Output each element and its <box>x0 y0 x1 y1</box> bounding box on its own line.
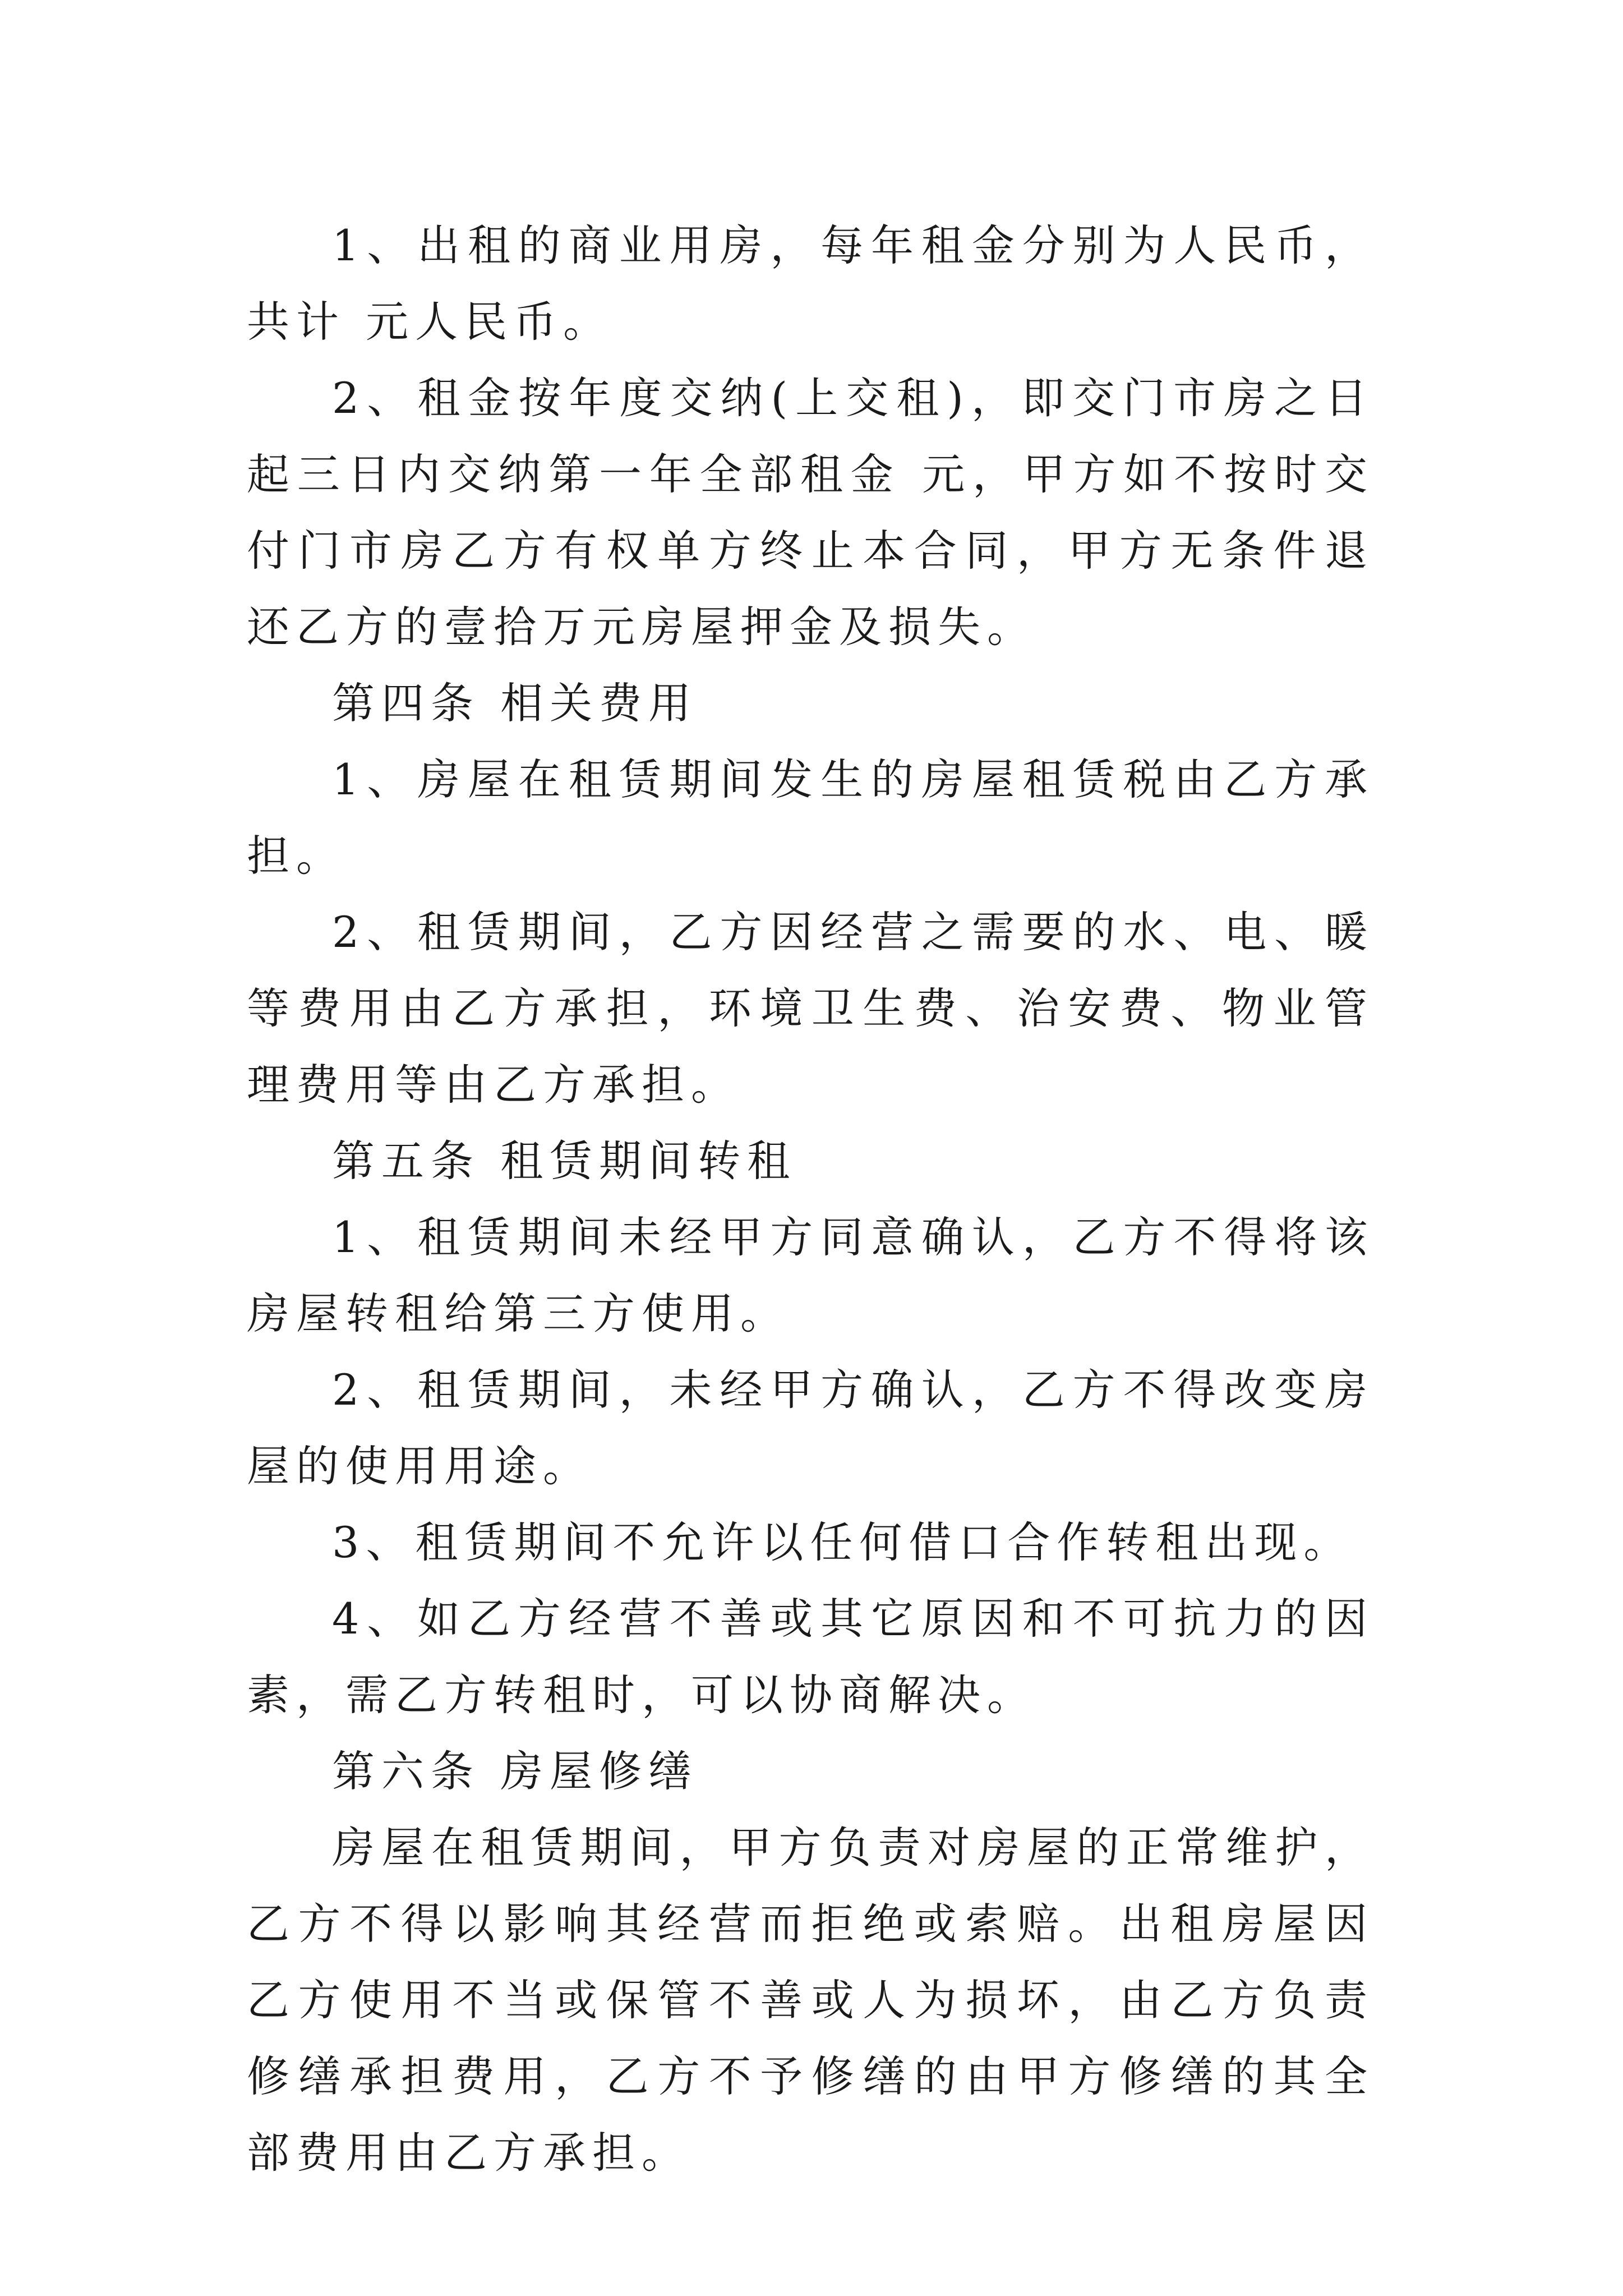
section-heading-article-5: 第五条 租赁期间转租 <box>332 1136 797 1186</box>
paragraph-repairs: 房屋在租赁期间，甲方负责对房屋的正常维护，乙方不得以影响其经营而拒绝或索赔。出租房屋因乙方使用不当或保管不善或人为损坏，由乙方负责修缮承担费用，乙方不予修缮的由甲方修缮的其全部费用由乙方承担。 <box>247 1823 1374 2178</box>
document-body <box>247 208 1374 2191</box>
paragraph-no-pretext-sublet: 3、租赁期间不允许以任何借口合作转租出现。 <box>332 1517 1353 1567</box>
paragraph-utility-fees: 2、租赁期间，乙方因经营之需要的水、电、暖等费用由乙方承担，环境卫生费、治安费、物业管理费用等由乙方承担。 <box>247 907 1374 1110</box>
paragraph-rent-payment: 2、租金按年度交纳(上交租)，即交门市房之日起三日内交纳第一年全部租金 元，甲方如不按时交付门市房乙方有权单方终止本合同，甲方无条件退还乙方的壹拾万元房屋押金及损失。 <box>247 373 1374 652</box>
paragraph-lease-tax: 1、房屋在租赁期间发生的房屋租赁税由乙方承担。 <box>247 754 1374 881</box>
section-heading-article-4: 第四条 相关费用 <box>332 678 698 728</box>
paragraph-use-change: 2、租赁期间，未经甲方确认，乙方不得改变房屋的使用用途。 <box>247 1365 1374 1491</box>
paragraph-rent-amount: 1、出租的商业用房，每年租金分别为人民币，共计 元人民币。 <box>247 220 1374 347</box>
paragraph-sublet-negotiation: 4、如乙方经营不善或其它原因和不可抗力的因素，需乙方转租时，可以协商解决。 <box>247 1594 1374 1720</box>
section-heading-article-6: 第六条 房屋修缮 <box>332 1746 698 1796</box>
paragraph-sublet-consent: 1、租赁期间未经甲方同意确认，乙方不得将该房屋转租给第三方使用。 <box>247 1212 1374 1338</box>
